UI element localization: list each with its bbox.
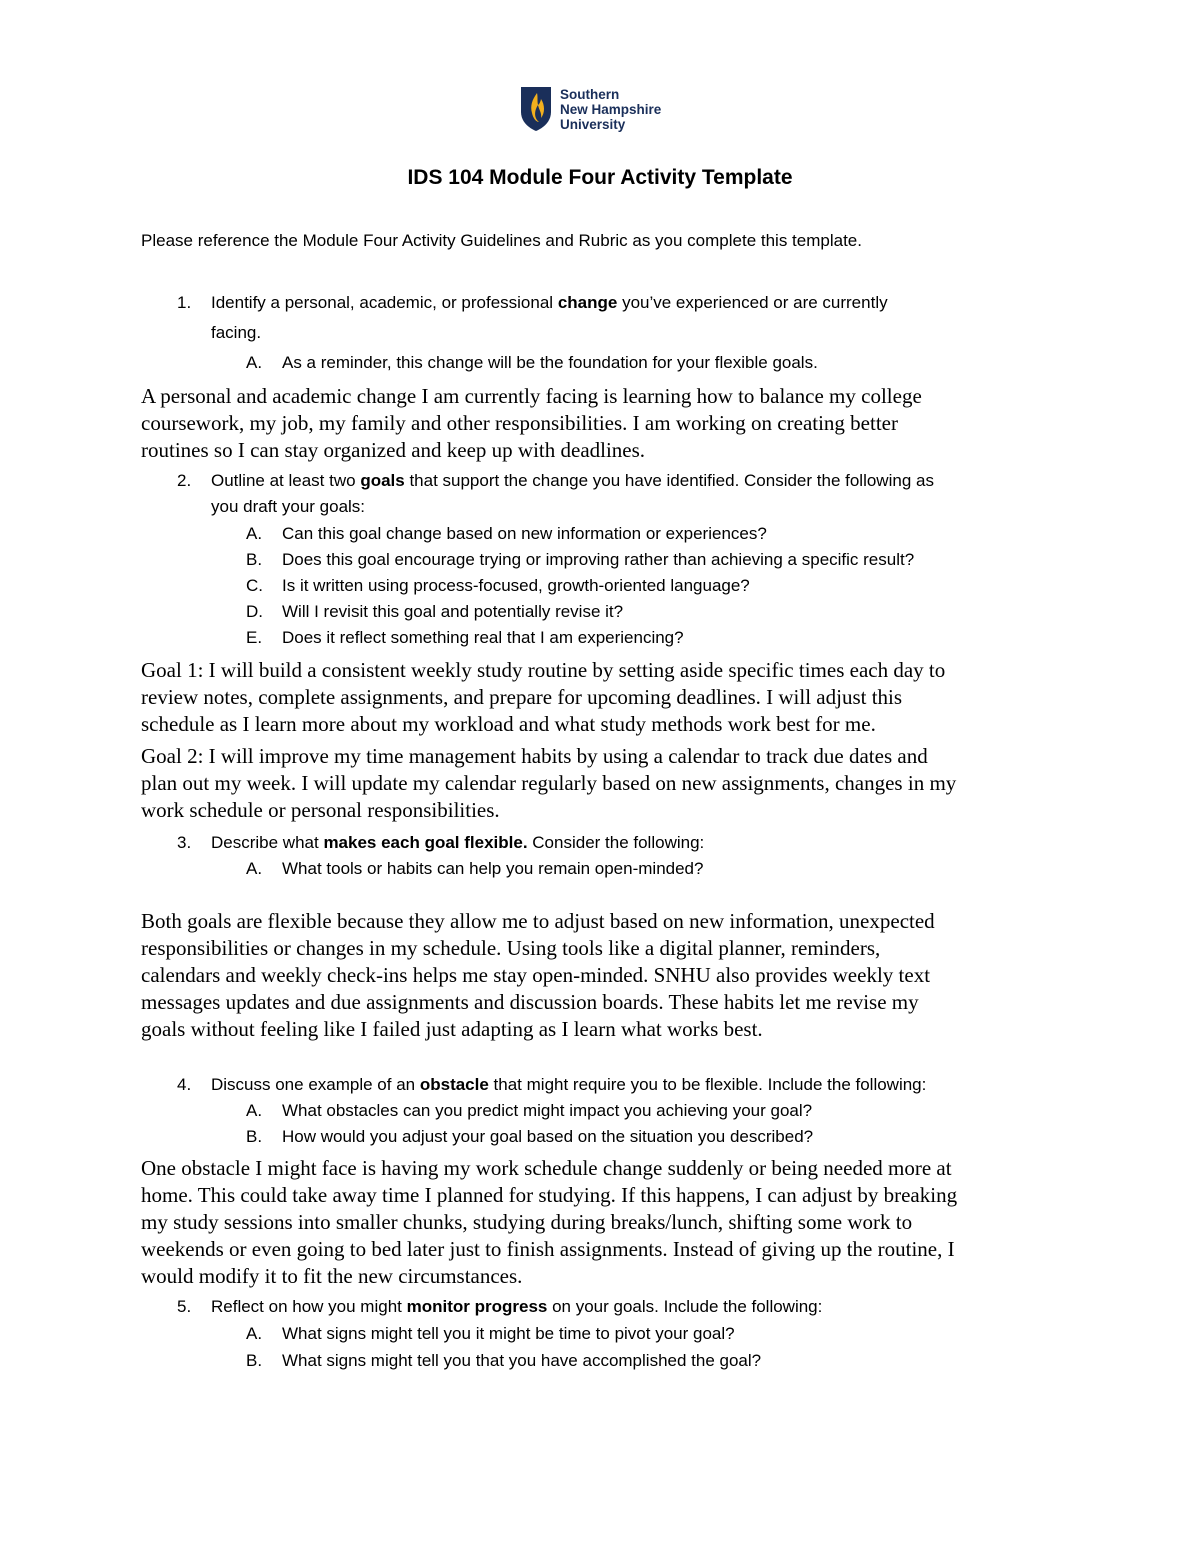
sub-letter: A. — [246, 859, 263, 878]
answer-line: messages updates and due assignments and discussion boards. These habits let me revise my — [141, 990, 919, 1014]
university-logo — [520, 84, 661, 134]
logo-line-3: University — [560, 116, 626, 132]
answer-line: responsibilities or changes in my schedule. Using tools like a digital planner, reminders, — [141, 936, 881, 960]
prompt-keyword: change — [557, 293, 618, 312]
page-title: IDS 104 Module Four Activity Template — [407, 166, 793, 189]
shield-flame-icon — [520, 86, 552, 132]
sub-question: What signs might tell you it might be time to pivot your goal? — [282, 1324, 735, 1343]
question-number: 4. — [177, 1075, 192, 1094]
prompt-text: Outline at least two — [211, 471, 361, 490]
answer-line: would modify it to fit the new circumstances. — [141, 1264, 523, 1288]
sub-letter: B. — [246, 1351, 263, 1370]
sub-question: What signs might tell you that you have accomplished the goal? — [282, 1351, 762, 1370]
sub-letter: A. — [246, 524, 263, 543]
prompt-text: that support the change you have identified. Consider the following as — [404, 471, 934, 490]
answer-line: work schedule or personal responsibilities. — [141, 798, 500, 822]
answer-line: goals without feeling like I failed just adapting as I learn what works best. — [141, 1017, 763, 1041]
prompt-keyword: makes each goal flexible. — [323, 833, 528, 852]
prompt-keyword: goals — [360, 471, 405, 490]
logo-wordmark — [560, 87, 661, 132]
prompt-text: on your goals. Include the following: — [547, 1297, 823, 1316]
sub-question: What obstacles can you predict might impact you achieving your goal? — [282, 1101, 813, 1120]
answer-block-1 — [141, 383, 922, 464]
question-prompt-cont: you draft your goals: — [211, 497, 366, 516]
answer-block-3 — [141, 908, 935, 1043]
logo-line-1: Southern — [560, 86, 620, 102]
answer-block-4 — [141, 1155, 957, 1290]
prompt-text: Consider the following: — [527, 833, 705, 852]
sub-letter: E. — [246, 628, 263, 647]
prompt-text: Discuss one example of an — [211, 1075, 420, 1094]
prompt-text: Identify a personal, academic, or professional — [211, 293, 558, 312]
sub-letter: C. — [246, 576, 263, 595]
question-number: 5. — [177, 1297, 192, 1316]
sub-letter: D. — [246, 602, 263, 621]
prompt-text: you’ve experienced or are currently — [617, 293, 888, 312]
prompt-keyword: obstacle — [419, 1075, 489, 1094]
answer-line: my study sessions into smaller chunks, studying during breaks/lunch, shifting some work to — [141, 1210, 913, 1234]
prompt-text: Reflect on how you might — [211, 1297, 407, 1316]
sub-question: Is it written using process-focused, growth-oriented language? — [282, 576, 750, 595]
answer-line: calendars and weekly check-ins helps me stay open-minded. SNHU also provides weekly text — [141, 963, 931, 987]
answer-line: routines so I can stay organized and keep up with deadlines. — [141, 438, 646, 462]
question-number: 2. — [177, 471, 192, 490]
answer-line: weekends or even going to bed later just to finish assignments. Instead of giving up the routine, I — [141, 1237, 955, 1261]
question-prompt — [211, 471, 934, 491]
answer-line: Goal 2: I will improve my time management habits by using a calendar to track due dates and — [141, 744, 928, 768]
sub-letter: A. — [246, 1101, 263, 1120]
answer-line: schedule as I learn more about my workload and what study methods work best for me. — [141, 712, 876, 736]
prompt-text: that might require you to be flexible. Include the following: — [488, 1075, 927, 1094]
answer-line: coursework, my job, my family and other responsibilities. I am working on creating better — [141, 411, 898, 435]
sub-letter: B. — [246, 550, 263, 569]
question-prompt — [211, 833, 704, 853]
sub-question: Will I revisit this goal and potentially revise it? — [282, 602, 624, 621]
sub-letter: A. — [246, 1324, 263, 1343]
sub-question: Can this goal change based on new information or experiences? — [282, 524, 767, 543]
sub-question: Does this goal encourage trying or improving rather than achieving a specific result? — [282, 550, 915, 569]
sub-letter: B. — [246, 1127, 263, 1146]
answer-goal-1 — [141, 657, 945, 738]
answer-line: plan out my week. I will update my calendar regularly based on new assignments, changes in my — [141, 771, 957, 795]
logo-line-2: New Hampshire — [560, 101, 662, 117]
question-number: 1. — [177, 293, 192, 312]
question-prompt — [211, 293, 888, 313]
question-prompt — [211, 1075, 926, 1095]
answer-line: Both goals are flexible because they allow me to adjust based on new information, unexpected — [141, 909, 935, 933]
sub-question: What tools or habits can help you remain open-minded? — [282, 859, 704, 878]
answer-line: A personal and academic change I am currently facing is learning how to balance my college — [141, 384, 922, 408]
sub-question: How would you adjust your goal based on the situation you described? — [282, 1127, 814, 1146]
question-prompt — [211, 1297, 822, 1317]
sub-question: Does it reflect something real that I am experiencing? — [282, 628, 684, 647]
answer-line: review notes, complete assignments, and prepare for upcoming deadlines. I will adjust this — [141, 685, 903, 709]
answer-goal-2 — [141, 743, 956, 824]
prompt-text: Describe what — [211, 833, 324, 852]
sub-question: As a reminder, this change will be the foundation for your flexible goals. — [282, 353, 818, 372]
answer-line: Goal 1: I will build a consistent weekly study routine by setting aside specific times each day to — [141, 658, 946, 682]
answer-line: home. This could take away time I planned for studying. If this happens, I can adjust by breaking — [141, 1183, 958, 1207]
intro-text: Please reference the Module Four Activity Guidelines and Rubric as you complete this template. — [141, 231, 862, 250]
question-prompt-cont: facing. — [211, 323, 262, 342]
question-number: 3. — [177, 833, 192, 852]
sub-letter: A. — [246, 353, 263, 372]
answer-line: One obstacle I might face is having my work schedule change suddenly or being needed more at — [141, 1156, 952, 1180]
prompt-keyword: monitor progress — [406, 1297, 548, 1316]
